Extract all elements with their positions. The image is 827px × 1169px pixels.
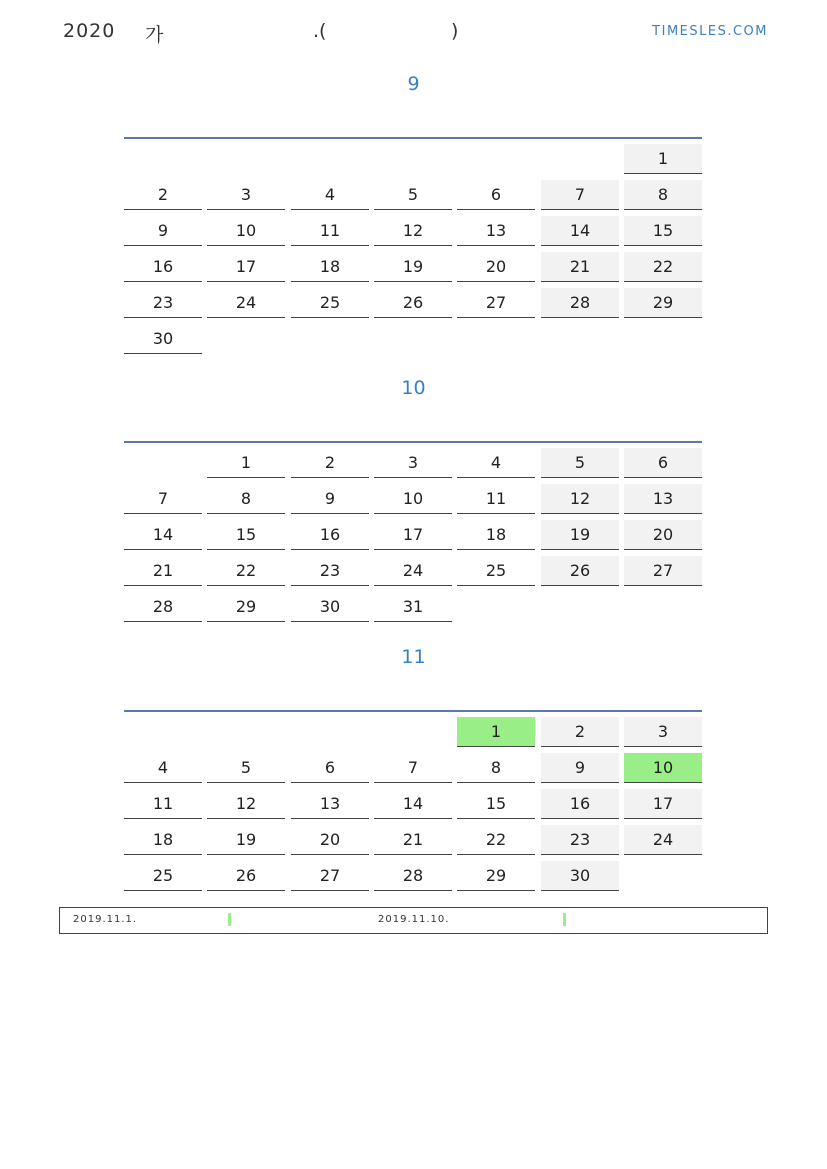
day-cell[interactable]: 1 <box>624 144 702 174</box>
day-cell[interactable]: 4 <box>457 448 535 478</box>
day-cell[interactable]: 12 <box>374 216 452 246</box>
day-cell[interactable]: 10 <box>374 484 452 514</box>
day-cell[interactable]: 24 <box>207 288 285 318</box>
day-cell[interactable]: 22 <box>457 825 535 855</box>
day-cell[interactable]: 5 <box>541 448 619 478</box>
day-cell[interactable]: 2 <box>541 717 619 747</box>
day-cell[interactable]: 27 <box>291 861 369 891</box>
day-cell[interactable]: 30 <box>541 861 619 891</box>
day-cell[interactable]: 14 <box>541 216 619 246</box>
day-cell[interactable]: 8 <box>207 484 285 514</box>
month-rule <box>124 710 702 712</box>
legend-item-2: 2019.11.10. <box>378 914 450 925</box>
month-title: 9 <box>407 73 420 95</box>
day-cell[interactable]: 28 <box>124 592 202 622</box>
day-cell[interactable]: 9 <box>291 484 369 514</box>
day-cell[interactable]: 3 <box>374 448 452 478</box>
day-cell[interactable]: 10 <box>207 216 285 246</box>
day-cell[interactable]: 18 <box>457 520 535 550</box>
day-cell[interactable]: 26 <box>374 288 452 318</box>
day-cell[interactable]: 8 <box>457 753 535 783</box>
day-cell[interactable]: 25 <box>291 288 369 318</box>
day-cell[interactable]: 25 <box>124 861 202 891</box>
month-title: 10 <box>401 377 426 399</box>
day-cell[interactable]: 28 <box>541 288 619 318</box>
day-cell[interactable]: 3 <box>207 180 285 210</box>
day-cell[interactable]: 2 <box>124 180 202 210</box>
day-cell[interactable]: 15 <box>207 520 285 550</box>
legend <box>59 907 768 934</box>
day-cell[interactable]: 8 <box>624 180 702 210</box>
day-cell[interactable]: 1 <box>457 717 535 747</box>
header-paren-close: ) <box>451 20 459 42</box>
month-title: 11 <box>401 646 426 668</box>
day-cell[interactable]: 7 <box>541 180 619 210</box>
day-cell[interactable]: 29 <box>457 861 535 891</box>
month-rule <box>124 137 702 139</box>
day-cell[interactable]: 28 <box>374 861 452 891</box>
legend-marker-1 <box>228 913 231 926</box>
day-cell[interactable]: 14 <box>124 520 202 550</box>
day-cell[interactable]: 15 <box>624 216 702 246</box>
day-cell[interactable]: 24 <box>624 825 702 855</box>
day-cell[interactable]: 18 <box>124 825 202 855</box>
day-cell[interactable]: 26 <box>541 556 619 586</box>
day-cell[interactable]: 23 <box>541 825 619 855</box>
day-cell[interactable]: 17 <box>374 520 452 550</box>
day-cell[interactable]: 7 <box>374 753 452 783</box>
day-cell[interactable]: 6 <box>457 180 535 210</box>
page-header <box>63 18 768 48</box>
day-cell[interactable]: 22 <box>624 252 702 282</box>
day-cell[interactable]: 16 <box>124 252 202 282</box>
day-cell[interactable]: 7 <box>124 484 202 514</box>
day-cell[interactable]: 2 <box>291 448 369 478</box>
day-cell[interactable]: 4 <box>124 753 202 783</box>
day-cell[interactable]: 4 <box>291 180 369 210</box>
day-cell[interactable]: 20 <box>624 520 702 550</box>
day-cell[interactable]: 17 <box>207 252 285 282</box>
day-cell[interactable]: 25 <box>457 556 535 586</box>
day-cell[interactable]: 13 <box>291 789 369 819</box>
day-cell[interactable]: 15 <box>457 789 535 819</box>
day-cell[interactable]: 24 <box>374 556 452 586</box>
day-cell[interactable]: 21 <box>124 556 202 586</box>
day-cell[interactable]: 20 <box>291 825 369 855</box>
day-cell[interactable]: 5 <box>207 753 285 783</box>
day-cell[interactable]: 27 <box>457 288 535 318</box>
day-cell[interactable]: 29 <box>624 288 702 318</box>
day-cell[interactable]: 23 <box>124 288 202 318</box>
day-cell[interactable]: 16 <box>541 789 619 819</box>
day-cell[interactable]: 31 <box>374 592 452 622</box>
day-cell[interactable]: 6 <box>291 753 369 783</box>
day-cell[interactable]: 29 <box>207 592 285 622</box>
day-cell[interactable]: 23 <box>291 556 369 586</box>
day-cell[interactable]: 11 <box>291 216 369 246</box>
day-cell[interactable]: 26 <box>207 861 285 891</box>
month-rule <box>124 441 702 443</box>
day-cell[interactable]: 19 <box>374 252 452 282</box>
header-ga: 가 <box>145 24 164 46</box>
day-cell[interactable]: 3 <box>624 717 702 747</box>
day-cell[interactable]: 13 <box>624 484 702 514</box>
day-cell[interactable]: 11 <box>457 484 535 514</box>
day-cell[interactable]: 30 <box>124 324 202 354</box>
day-cell[interactable]: 9 <box>541 753 619 783</box>
site-link[interactable]: TIMESLES.COM <box>652 24 768 39</box>
day-cell[interactable]: 1 <box>207 448 285 478</box>
day-cell[interactable]: 21 <box>541 252 619 282</box>
day-cell[interactable]: 22 <box>207 556 285 586</box>
day-cell[interactable]: 30 <box>291 592 369 622</box>
day-cell[interactable]: 13 <box>457 216 535 246</box>
day-cell[interactable]: 5 <box>374 180 452 210</box>
legend-marker-2 <box>563 913 566 926</box>
header-paren-open: .( <box>313 20 327 42</box>
day-cell[interactable]: 14 <box>374 789 452 819</box>
day-cell[interactable]: 20 <box>457 252 535 282</box>
day-cell[interactable]: 12 <box>541 484 619 514</box>
day-cell[interactable]: 19 <box>541 520 619 550</box>
day-cell[interactable]: 17 <box>624 789 702 819</box>
day-cell[interactable]: 27 <box>624 556 702 586</box>
day-cell[interactable]: 10 <box>624 753 702 783</box>
legend-item-1: 2019.11.1. <box>73 914 138 925</box>
day-cell[interactable]: 6 <box>624 448 702 478</box>
day-cell[interactable]: 18 <box>291 252 369 282</box>
day-cell[interactable]: 16 <box>291 520 369 550</box>
day-cell[interactable]: 9 <box>124 216 202 246</box>
day-cell[interactable]: 21 <box>374 825 452 855</box>
day-cell[interactable]: 11 <box>124 789 202 819</box>
day-cell[interactable]: 12 <box>207 789 285 819</box>
header-year: 2020 <box>63 20 116 42</box>
day-cell[interactable]: 19 <box>207 825 285 855</box>
